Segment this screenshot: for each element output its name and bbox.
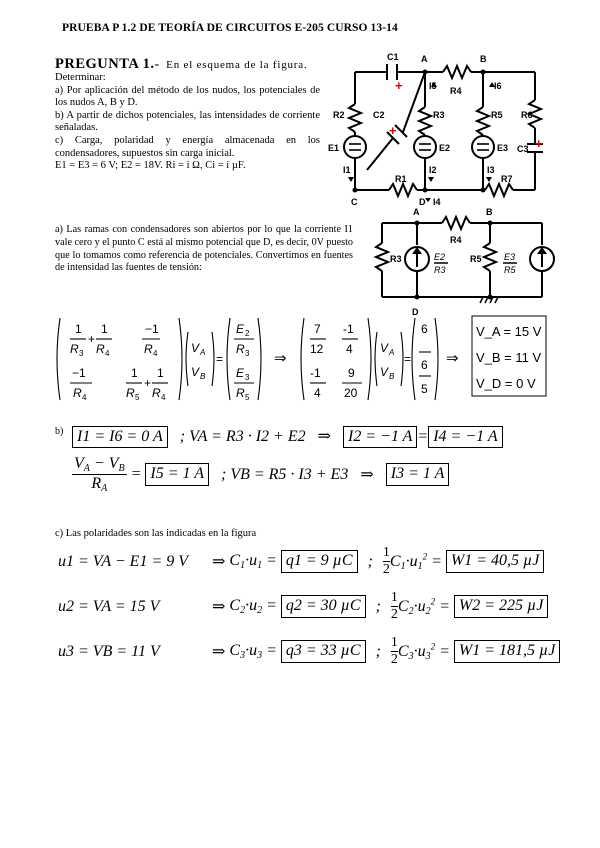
matrix-num-r2c2: 4 [314,386,321,400]
label-C1: C1 [387,52,399,62]
label-C2: C2 [373,110,385,120]
question-body [55,72,320,173]
part-b-label: b) [55,426,64,437]
circuit-diagram-main [325,52,550,212]
src-left-num: E2 [434,252,446,262]
label-I5: I5 [429,81,437,91]
result-I5: I5 = 1 A [145,463,209,485]
label-R2: R2 [333,110,345,120]
question-dash: - [154,57,160,72]
result-VD: V_D = 0 V [476,376,536,391]
label-B: B [480,54,487,64]
result-VB: V_B = 11 V [476,350,542,365]
svg-text:1: 1 [157,366,164,380]
part-b-line-2: $\frac{V_A - V_B}{R_A}$ = I5 = 1 A ; VB = R5 · I3 + E3 ⇒ I3 = 1 A [72,455,449,494]
svg-text:R: R [152,386,161,400]
svg-text:+: + [535,136,543,151]
rhs-2: 6 [421,358,428,372]
w1-box: W1 = 40,5 µJ [446,550,544,572]
svg-text:−1: −1 [145,322,159,336]
svg-text:+: + [389,123,397,138]
rhs-3: 5 [421,382,428,396]
label-E3: E3 [497,143,509,153]
question-label: PREGUNTA 1. [55,56,155,72]
src-right-num: E3 [504,252,516,262]
rhs-1: 6 [421,322,428,336]
matrix-num-r2c3: 9 [348,366,355,380]
svg-text:1: 1 [131,366,138,380]
svg-text:5: 5 [245,393,250,402]
w3-box: W1 = 181,5 µJ [454,640,560,662]
label-I4: I4 [433,197,441,207]
part-b-line-1: I1 = I6 = 0 A ; VA = R3 · I2 + E2 ⇒ I2 = −1 A = I4 = −1 A [72,426,503,448]
svg-text:R: R [236,386,245,400]
label-R6: R6 [521,110,533,120]
svg-text:+: + [144,376,152,390]
eq-label-A: A [413,207,420,217]
eq-label-D: D [412,307,419,317]
src-left-den: R3 [434,265,446,275]
svg-text:+: + [88,332,96,346]
part-c-row-3: u3 = VB = 11 V ⇒ $C_3\cdot u_3 = q3 = 33$ µC ; $\frac{1}{2}$ $C_3\cdot u_3^2 = W1 = 181,5$ µJ [58,635,548,668]
label-I3: I3 [487,165,495,175]
svg-text:A: A [200,348,206,357]
svg-text:V: V [380,365,389,379]
svg-text:B: B [389,372,395,381]
matrix-num-r1c2: 12 [310,342,324,356]
svg-text:R: R [73,386,82,400]
w2-box: W2 = 225 µJ [454,595,548,617]
part-c-label: c) Las polaridades son las indicadas en la figura [55,528,257,539]
svg-text:4: 4 [82,393,87,402]
eq-VB: ; VB = R5 · I3 + E3 [220,465,349,483]
svg-text:R: R [96,342,105,356]
eq-label-R4: R4 [450,235,462,245]
q1-box: q1 = 9 µC [281,550,358,572]
part-c-row-1: u1 = VA − E1 = 9 V ⇒ $C_1\cdot u_1 = q1 = 9$ µC ; $\frac{1}{2}$ $C_1\cdot u_1^2 = W1 = 40,5$ µJ [58,545,548,578]
svg-text:=: = [404,352,412,366]
matrix-num-r1c3: -1 [343,322,354,336]
eq-label-B: B [486,207,493,217]
matrix-num-r2c4: 20 [344,386,358,400]
svg-text:V: V [191,365,200,379]
svg-text:−1: −1 [72,366,86,380]
page-header: PRUEBA P 1.2 DE TEORÍA DE CIRCUITOS E-205 CURSO 13-14 [62,22,398,34]
svg-text:2: 2 [245,329,250,338]
label-I2: I2 [429,165,437,175]
data-line: E1 = E3 = 6 V; E2 = 18V. Ri = i Ω, Ci = i µF. [55,160,246,172]
eq-VA: ; VA = R3 · I2 + E2 [179,428,306,445]
eq-label-R5: R5 [470,254,482,264]
result-I1-I6: I1 = I6 = 0 A [72,426,168,448]
svg-text:V: V [191,341,200,355]
svg-text:=: = [216,352,224,366]
label-I1: I1 [343,165,351,175]
matrix-arrow-2: ⇒ [446,350,459,367]
label-C3: C3 [517,144,529,154]
svg-text:E: E [236,322,245,336]
label-E1: E1 [328,143,340,153]
label-R7: R7 [501,174,513,184]
u1-expr: u1 = VA − E1 = 9 V [58,552,189,570]
result-I3: I3 = 1 A [386,463,450,485]
result-VA: V_A = 15 V [476,324,542,339]
svg-text:+: + [395,78,403,93]
label-R3: R3 [433,110,445,120]
u2-expr: u2 = VA = 15 V [58,597,160,615]
label-D: D [419,197,426,207]
u3-expr: u3 = VB = 11 V [58,642,160,660]
result-I4: I4 = −1 A [428,426,502,448]
result-I2: I2 = −1 A [343,426,417,448]
label-R5: R5 [491,110,503,120]
svg-text:R: R [236,342,245,356]
part-a-text: a) Las ramas con condensadores son abiertos por lo que la corriente I1 vale cero y el punto C está al mismo potencial que D, es decir, 0V puesto que lo tomamos como referencia de potenciales. Convertimos en fuentes de intensidad las fuentes de tensión: [55,224,353,274]
svg-text:1: 1 [75,322,82,336]
svg-text:A: A [389,348,395,357]
svg-text:4: 4 [161,393,166,402]
svg-text:4: 4 [153,349,158,358]
svg-text:1: 1 [101,322,108,336]
q2-box: q2 = 30 µC [281,595,366,617]
q3-box: q3 = 33 µC [281,640,366,662]
label-R4: R4 [450,86,462,96]
svg-text:4: 4 [105,349,110,358]
determine-label: Determinar: [55,72,106,83]
label-I6: I6 [494,81,502,91]
svg-text:3: 3 [79,349,84,358]
matrix-equation [52,312,552,406]
label-C: C [351,197,358,207]
svg-text:R: R [126,386,135,400]
svg-text:V: V [380,341,389,355]
svg-text:3: 3 [245,349,250,358]
label-R1: R1 [395,174,407,184]
svg-text:E: E [236,366,245,380]
question-title [55,56,308,73]
item-c: c) Carga, polaridad y energía almacenada en los condensadores, supuestos sin carga inicial. [55,134,320,159]
circuit-diagram-equivalent [370,205,555,320]
svg-text:3: 3 [245,373,250,382]
svg-text:5: 5 [135,393,140,402]
matrix-num-r2c1: -1 [310,366,321,380]
eq-label-R3: R3 [390,254,402,264]
label-A: A [421,54,428,64]
question-intro: En el esquema de la figura. [166,59,308,71]
svg-text:R: R [144,342,153,356]
item-b: b) A partir de dichos potenciales, las intensidades de corriente señaladas. [55,109,320,134]
item-a: a) Por aplicación del método de los nudos, los potenciales de los nudos A, B y D. [55,84,320,109]
label-E2: E2 [439,143,451,153]
part-c-row-2: u2 = VA = 15 V ⇒ $C_2\cdot u_2 = q2 = 30$ µC ; $\frac{1}{2}$ $C_2\cdot u_2^2 = W2 = 225$ µJ [58,590,548,623]
svg-text:R: R [70,342,79,356]
src-right-den: R5 [504,265,516,275]
matrix-arrow-1: ⇒ [274,350,287,367]
svg-text:B: B [200,372,206,381]
matrix-num-r1c4: 4 [346,342,353,356]
matrix-num-r1c1: 7 [314,322,321,336]
